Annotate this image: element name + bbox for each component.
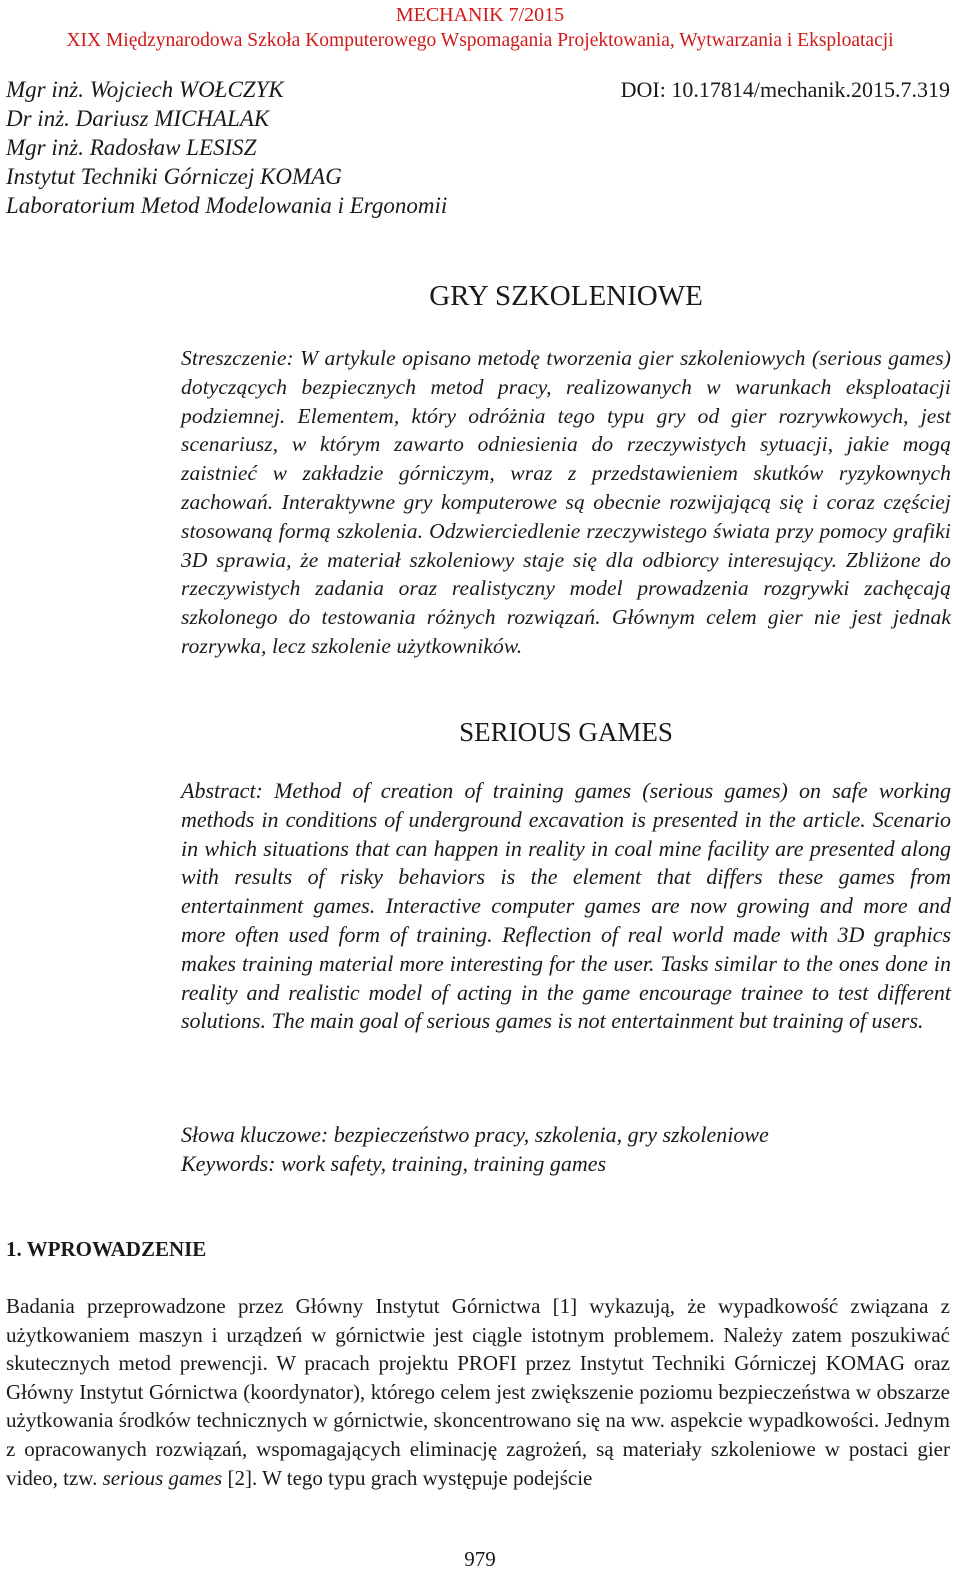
page-number: 979 bbox=[464, 1547, 496, 1571]
conference-name: XIX Międzynarodowa Szkoła Komputerowego Wspomagania Projektowania, Wytwarzania i Eksploatacji bbox=[66, 30, 894, 51]
journal-issue: MECHANIK 7/2015 bbox=[395, 4, 565, 26]
paragraph-text-start: Badania przeprowadzone przez Główny Instytut Górnictwa [1] wykazują, że wypadkowość związana z użytkowaniem maszyn i urządzeń w górnictwie jest ciągle istotnym problemem. Należy zatem poszukiwać skutecznych metod prewencji. W pracach projektu PROFI przez Instytut Techniki Górniczej KOMAG oraz Główny Instytut Górnictwa (koordynator), którego celem jest zwiększenie poziomu bezpieczeństwa w obszarze użytkowania środków technicznych w górnictwie, skoncentrowano się na ww. aspekcie wypadkowości. Jednym z opracowanych rozwiązań, wspomagających eliminację zagrożeń, są materiały szkoleniowe w postaci gier video, tzw. bbox=[6, 1294, 950, 1490]
doi-label: DOI: 10.17814/mechanik.2015.7.319 bbox=[620, 77, 950, 102]
paragraph-term-italic: serious games bbox=[102, 1465, 223, 1490]
keywords-english: Keywords: work safety, training, training games bbox=[181, 1151, 607, 1176]
author-1: Mgr inż. Wojciech WOŁCZYK bbox=[6, 77, 284, 102]
paper-title-polish: GRY SZKOLENIOWE bbox=[429, 280, 703, 312]
author-block bbox=[6, 75, 447, 220]
abstract-english: Abstract: Method of creation of training games (serious games) on safe working methods in conditions of underground excavation is presented in the article. Scenario in which situations that can happen in reality in coal mine facility are presented along with results of risky behaviors is the element that differs these games from entertainment games. Interactive computer games are now growing and more and more often used form of training. Reflection of real world made with 3D graphics makes training material more interesting for the user. Tasks similar to the ones done in reality and realistic model of acting in the game encourage trainee to test different solutions. The main goal of serious games is not entertainment but training of users. bbox=[181, 778, 951, 1034]
author-2: Dr inż. Dariusz MICHALAK bbox=[6, 106, 270, 131]
keywords-polish: Słowa kluczowe: bezpieczeństwo pracy, szkolenia, gry szkoleniowe bbox=[181, 1122, 769, 1147]
affiliation-laboratory: Laboratorium Metod Modelowania i Ergonomii bbox=[6, 193, 448, 218]
abstract-polish: Streszczenie: W artykule opisano metodę tworzenia gier szkoleniowych (serious games) dotyczących bezpiecznych metod pracy, realizowanych w warunkach eksploatacji podziemnej. Elementem, który odróżnia tego typu gry od gier rozrywkowych, jest scenariusz, w którym zawarto odniesienia do rzeczywistych sytuacji, jakie mogą zaistnieć w zakładzie górniczym, wraz z przedstawieniem skutków ryzykownych zachowań. Interaktywne gry komputerowe są obecnie rozwijającą się i coraz częściej stosowaną formą szkolenia. Odzwierciedlenie rzeczywistego świata przy pomocy grafiki 3D sprawia, że materiał szkoleniowy staje się dla odbiorcy interesujący. Zbliżone do rzeczywistych zadania oraz realistyczny model prowadzenia rozgrywki zachęcają szkolonego do testowania różnych rozwiązań. Głównym celem gier nie jest jednak rozrywka, lecz szkolenie użytkowników. bbox=[181, 346, 951, 658]
author-3: Mgr inż. Radosław LESISZ bbox=[6, 135, 257, 160]
journal-header bbox=[0, 2, 960, 54]
section-heading-introduction: 1. WPROWADZENIE bbox=[6, 1237, 207, 1261]
affiliation-institute: Instytut Techniki Górniczej KOMAG bbox=[6, 164, 342, 189]
paragraph-text-end: [2]. W tego typu grach występuje podejście bbox=[227, 1465, 593, 1490]
keywords-block bbox=[181, 1120, 951, 1178]
paper-title-english: SERIOUS GAMES bbox=[459, 717, 673, 747]
introduction-paragraph bbox=[6, 1292, 950, 1492]
